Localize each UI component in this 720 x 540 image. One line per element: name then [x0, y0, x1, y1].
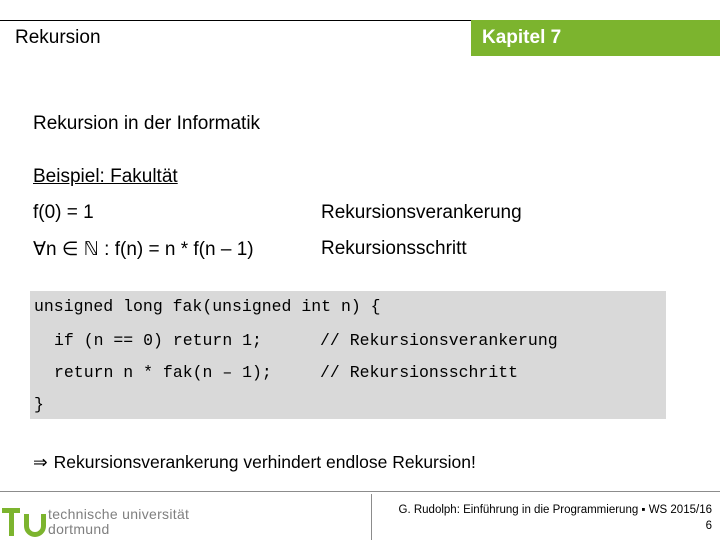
chapter-label: Kapitel 7 [482, 27, 562, 48]
university-name-line2: dortmund [48, 521, 110, 537]
code-comment-recursive-step: // Rekursionsschritt [320, 363, 519, 382]
label-recursive-step: Rekursionsschritt [321, 238, 467, 259]
conclusion [33, 452, 476, 473]
code-line-recursive-call: return n * fak(n – 1); [54, 363, 272, 382]
university-name-line1: technische universität [48, 506, 190, 522]
label-base-case: Rekursionsverankerung [321, 202, 522, 223]
formula-recursive-step: ∀n ∈ ℕ : f(n) = n * f(n – 1) [33, 239, 254, 260]
example-title: Beispiel: Fakultät [33, 166, 178, 187]
implies-arrow-icon: ⇒ [33, 452, 48, 472]
formula-base-case: f(0) = 1 [33, 202, 94, 223]
footer-separator [371, 494, 372, 540]
slide-topic: Rekursion [15, 27, 101, 48]
code-line-signature: unsigned long fak(unsigned int n) { [34, 297, 381, 316]
footer-divider [0, 491, 720, 492]
page-number: 6 [705, 520, 712, 532]
code-line-closing-brace: } [34, 395, 44, 414]
conclusion-text: Rekursionsverankerung verhindert endlose Rekursion! [53, 452, 476, 472]
slide-heading: Rekursion in der Informatik [33, 113, 261, 134]
chapter-banner [471, 20, 720, 56]
code-block [30, 291, 666, 419]
code-line-base-case: if (n == 0) return 1; [54, 331, 262, 350]
code-comment-base-case: // Rekursionsverankerung [320, 331, 558, 350]
header-bar [0, 20, 471, 56]
footer-credit: G. Rudolph: Einführung in die Programmierung ▪ WS 2015/16 [398, 504, 712, 516]
